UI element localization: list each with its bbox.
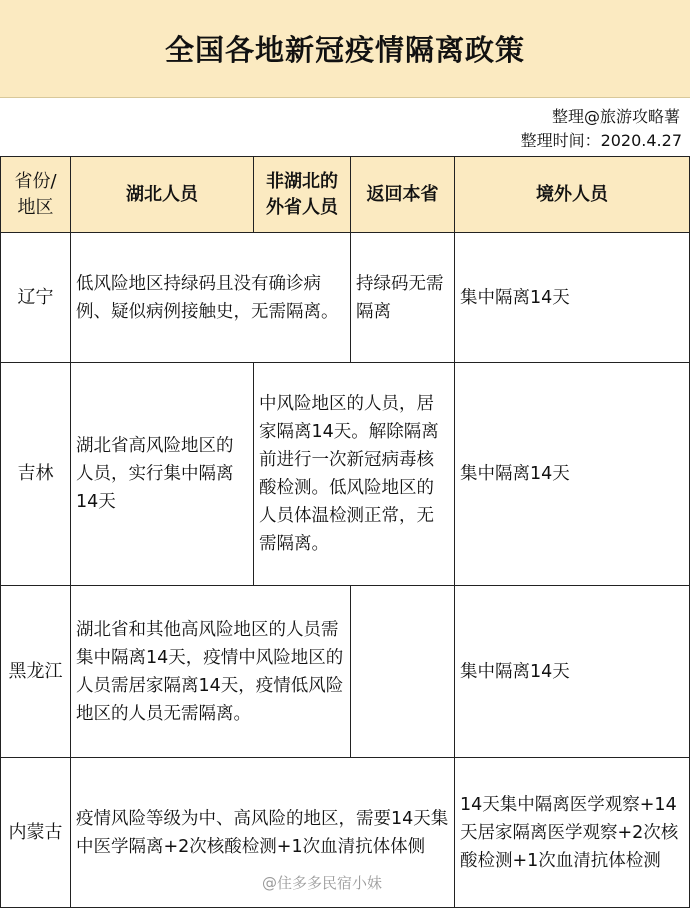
overseas-cell: 集中隔离14天: [455, 233, 690, 363]
nonhubei-return-cell: 中风险地区的人员，居家隔离14天。解除隔离前进行一次新冠病毒核酸检测。低风险地区的人员体温检测正常，无需隔离。: [254, 363, 455, 586]
overseas-cell: 14天集中隔离医学观察+14天居家隔离医学观察+2次核酸检测+1次血清抗体检测: [455, 758, 690, 908]
province-cell: 辽宁: [1, 233, 71, 363]
header-province: 省份/地区: [1, 157, 71, 233]
table-row: [1, 586, 690, 758]
meta-info: [0, 98, 690, 156]
province-cell: 黑龙江: [1, 586, 71, 758]
header-non-hubei: 非湖北的外省人员: [254, 157, 351, 233]
compile-date: 整理时间：2020.4.27: [520, 131, 682, 150]
hubei-cell: 湖北省高风险地区的人员，实行集中隔离14天: [71, 363, 254, 586]
watermark: @住多多民宿小妹: [262, 874, 383, 892]
header-hubei: 湖北人员: [71, 157, 254, 233]
province-cell: 吉林: [1, 363, 71, 586]
page-title: 全国各地新冠疫情隔离政策: [0, 0, 690, 98]
table-row: [1, 363, 690, 586]
overseas-cell: 集中隔离14天: [455, 586, 690, 758]
hubei-nonhubei-cell: 湖北省和其他高风险地区的人员需集中隔离14天，疫情中风险地区的人员需居家隔离14天，疫情低风险地区的人员无需隔离。: [71, 586, 351, 758]
return-cell: 持绿码无需隔离: [351, 233, 455, 363]
policy-table: [0, 156, 690, 908]
table-row: [1, 233, 690, 363]
header-overseas: 境外人员: [455, 157, 690, 233]
overseas-cell: 集中隔离14天: [455, 363, 690, 586]
domestic-cell: 疫情风险等级为中、高风险的地区，需要14天集中医学隔离+2次核酸检测+1次血清抗体体侧: [71, 758, 455, 908]
hubei-nonhubei-cell: 低风险地区持绿码且没有确诊病例、疑似病例接触史，无需隔离。: [71, 233, 351, 363]
header-return: 返回本省: [351, 157, 455, 233]
return-cell: [351, 586, 455, 758]
province-cell: 内蒙古: [1, 758, 71, 908]
table-header-row: [1, 157, 690, 233]
compiler-credit: 整理@旅游攻略薯: [551, 107, 680, 126]
